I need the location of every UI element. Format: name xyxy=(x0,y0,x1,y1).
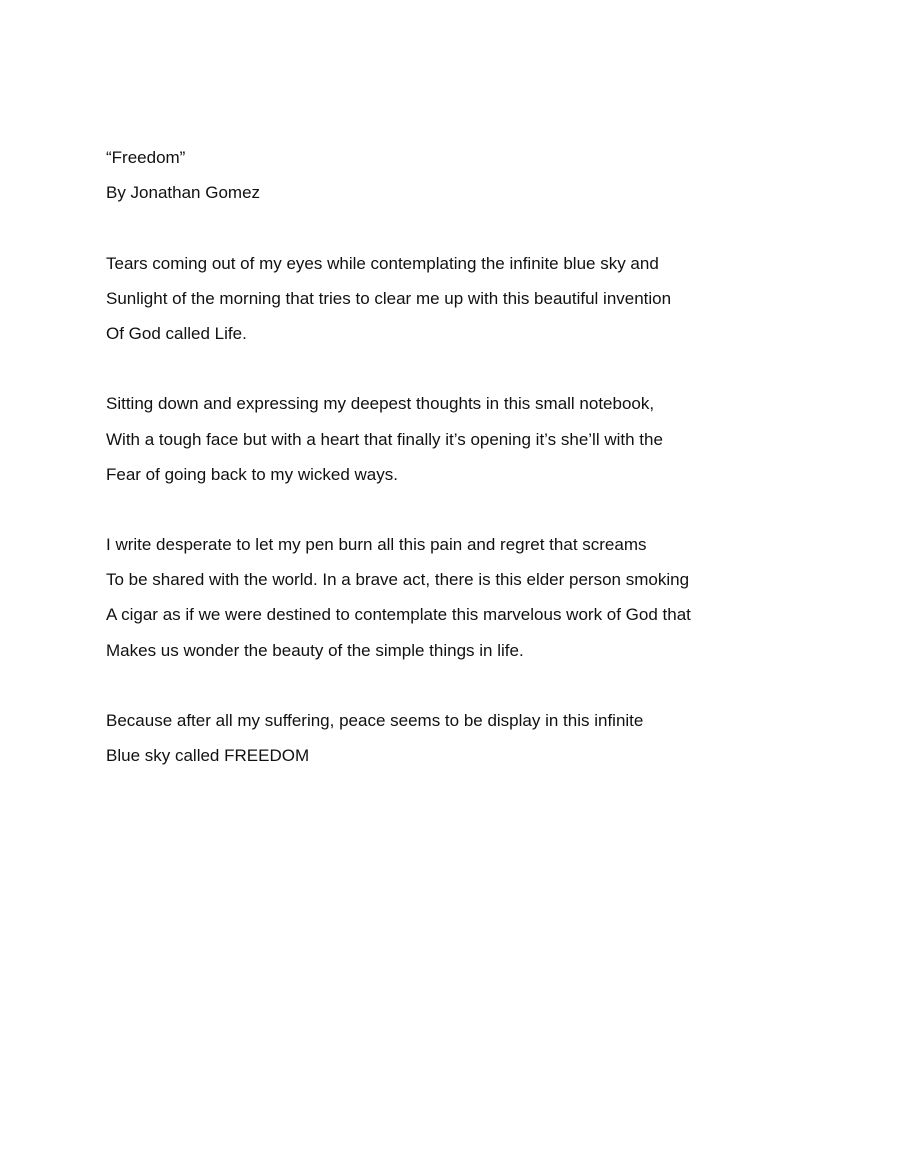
poem-author: By Jonathan Gomez xyxy=(106,183,261,203)
poem-line: Sunlight of the morning that tries to clear me up with this beautiful invention xyxy=(106,288,672,308)
poem-title: “Freedom” xyxy=(106,148,186,167)
poem-line: Tears coming out of my eyes while contemplating the infinite blue sky and xyxy=(106,253,659,273)
poem-line: Blue sky called FREEDOM xyxy=(106,746,310,766)
poem-line: Because after all my suffering, peace seems to be display in this infinite xyxy=(106,711,644,730)
poem-line: To be shared with the world. In a brave act, there is this elder person smoking xyxy=(106,570,690,590)
poem-line: With a tough face but with a heart that finally it’s opening it’s she’ll with the xyxy=(106,429,663,449)
stanza-1 xyxy=(106,246,826,352)
poem-line: Of God called Life. xyxy=(106,323,247,343)
stanza-4 xyxy=(106,703,826,773)
header-block xyxy=(106,140,826,210)
poem-line: Fear of going back to my wicked ways. xyxy=(106,464,398,484)
poem-line: I write desperate to let my pen burn all this pain and regret that screams xyxy=(106,535,647,555)
stanza-3 xyxy=(106,527,826,668)
poem-line: A cigar as if we were destined to contemplate this marvelous work of God that xyxy=(106,605,691,625)
stanza-2 xyxy=(106,386,826,492)
poem-content xyxy=(106,140,826,773)
poem-line: Makes us wonder the beauty of the simple things in life. xyxy=(106,640,524,660)
poem-line: Sitting down and expressing my deepest thoughts in this small notebook, xyxy=(106,394,655,414)
